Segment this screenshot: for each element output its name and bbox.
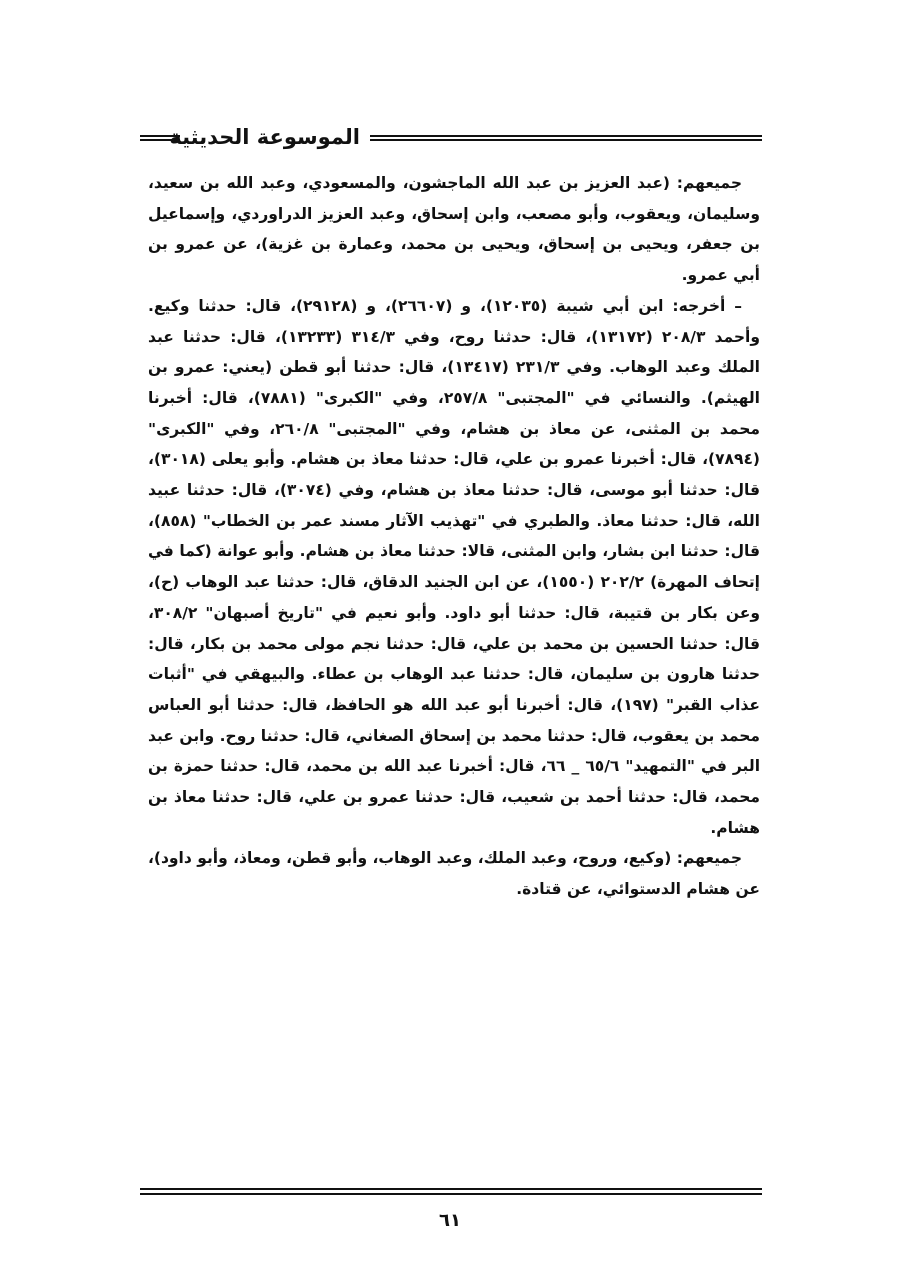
header-rule-right (370, 135, 762, 141)
footer-rule (140, 1188, 762, 1195)
paragraph-summary: جميعهم: (وكيع، وروح، وعبد الملك، وعبد الوهاب، وأبو قطن، ومعاذ، وأبو داود)، عن هشام الدستوائي، عن قتادة. (148, 849, 760, 899)
page-number: ٦١ (439, 1210, 461, 1231)
paragraph-takhrij: – أخرجه: ابن أبي شيبة (١٢٠٣٥)، و (٢٦٦٠٧)، و (٢٩١٢٨)، قال: حدثنا وكيع. وأحمد ٢٠٨/٣ (١٣١٧٢)، قال: حدثنا روح، وفي ٣١٤/٣ (١٣٢٣٣)، قال: حدثنا عبد الملك وعبد الوهاب. وفي ٢٣١/٣ (١٣٤١٧)، قال: حدثنا أبو قطن (يعني: عمرو بن الهيثم). والنسائي في "المجتبى" ٢٥٧/٨، وفي "الكبرى" (٧٨٨١)، قال: أخبرنا محمد بن المثنى، عن معاذ بن هشام، وفي "المجتبى" ٢٦٠/٨، وفي "الكبرى" (٧٨٩٤)، قال: أخبرنا عمرو بن علي، قال: حدثنا معاذ بن هشام. وأبو يعلى (٣٠١٨)، قال: حدثنا أبو موسى، قال: حدثنا معاذ بن هشام، وفي (٣٠٧٤)، قال: حدثنا عبيد الله، قال: حدثنا معاذ. والطبري في "تهذيب الآثار مسند عمر بن الخطاب" (٨٥٨)، قال: حدثنا ابن بشار، وابن المثنى، قالا: حدثنا معاذ بن هشام. وأبو عوانة (كما في إتحاف المهرة) ٢٠٢/٢ (١٥٥٠)، عن ابن الجنيد الدقاق، قال: حدثنا عبد الوهاب (ح)، وعن بكار بن قتيبة، قال: حدثنا أبو داود. وأبو نعيم في "تاريخ أصبهان" ٣٠٨/٢، قال: حدثنا الحسين بن محمد بن علي، قال: حدثنا نجم مولى محمد بن بكار، قال: حدثنا هارون بن سليمان، قال: حدثنا عبد الوهاب بن عطاء. والبيهقي في "أثبات عذاب القبر" (١٩٧)، قال: أخبرنا أبو عبد الله هو الحافظ، قال: حدثنا أبو العباس محمد بن يعقوب، قال: حدثنا محمد بن إسحاق الصغاني، قال: حدثنا روح. وابن عبد البر في "التمهيد" ٦٥/٦ _ ٦٦، قال: أخبرنا عبد الله بن محمد، قال: حدثنا حمزة بن محمد، قال: حدثنا أحمد بن شعيب، قال: حدثنا عمرو بن علي، قال: حدثنا معاذ بن هشام. (148, 296, 761, 837)
body-text (148, 168, 760, 905)
paragraph-narrators: جميعهم: (عبد العزيز بن عبد الله الماجشون، والمسعودي، وعبد الله بن سعيد، وسليمان، ويعقوب، وأبو مصعب، وابن إسحاق، وعبد العزيز الدراوردي، وإسماعيل بن جعفر، ويحيى بن إسحاق، ويحيى بن محمد، وعمارة بن غزية)، عن عمرو بن أبي عمرو. (148, 174, 760, 285)
header-title: الموسوعة الحديثية (169, 125, 360, 149)
running-header (140, 118, 762, 158)
